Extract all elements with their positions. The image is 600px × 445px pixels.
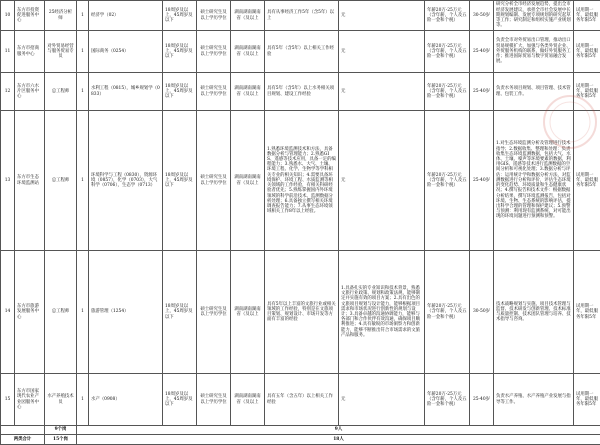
job-duties: 负责水产养殖、水产养殖产业发展与指导等工作。 — [494, 374, 574, 426]
job-duties: 技术战略规划与实施、项目技术管理与监督、技术研发与创新管理、技术标准与质量控制、技术团队管理与培养、技术指导与咨询。 — [494, 251, 574, 374]
table-row — [1, 251, 600, 374]
table-row — [1, 111, 600, 251]
service-period: 试用期一年，最低服务年限5年 — [574, 31, 600, 73]
major-requirement: 水产（0908） — [89, 374, 163, 426]
row-number: 10 — [1, 1, 15, 31]
position-name: 对外贸易经营与服务贸易专员 — [45, 31, 77, 73]
household-requirement: 湖南湖南湖南省（及以上 — [231, 73, 265, 111]
service-period: 试用期一年，最低服务年限5年 — [574, 73, 600, 111]
employer-name: 东方市生态环境监测站 — [15, 111, 45, 251]
salary: 年薪20万-25万元（含年薪，个人及五险一金和个税） — [425, 1, 470, 31]
other-requirement: 无 — [339, 31, 425, 73]
household-requirement: 湖南湖南湖南省（及以上 — [231, 374, 265, 426]
service-period: 试用期一年，最低服务年限5年 — [574, 1, 600, 31]
job-duties: 负责全市对外贸易出口管理，推动出口贸易规模扩大，加强与各类外贸企业、外贸服务机构的联系，做好外贸服务工作；推进国际贸易与数字贸易融合发展。 — [494, 31, 574, 73]
employer-name: 东方市国家现代农业产业园服务中心 — [15, 374, 45, 426]
major-requirement: 水利工程（0815），城乡规划学（0833） — [89, 73, 163, 111]
age-range: 25-40岁 — [470, 111, 494, 251]
experience-requirement: 具有5年以上丰富的文旅行业或相关领域的工作经验，特别是在文旅项目策划、规划设计、市场开发等方面有丰富的经验 — [265, 251, 339, 374]
headcount: 1 — [77, 31, 89, 73]
row-number: 12 — [1, 73, 15, 111]
total-people: 18人 — [77, 435, 600, 445]
employer-name: 东方市旅游发展服务中心 — [15, 251, 45, 374]
experience-requirement: 具有从事经济工作5年（含5年）以上 — [265, 1, 339, 31]
household-requirement: 湖南湖南湖南省（及以上 — [231, 251, 265, 374]
age-range: 25-40岁 — [470, 73, 494, 111]
employer-name: 东方市投资促进服务中心 — [15, 1, 45, 31]
age-range: 25-40岁 — [470, 374, 494, 426]
position-name: 总工程师 — [45, 251, 77, 374]
position-name: 水产养殖技术员 — [45, 374, 77, 426]
headcount: 1 — [77, 1, 89, 31]
major-requirement: 国际商务（0254） — [89, 31, 163, 73]
headcount: 1 — [77, 374, 89, 426]
experience-requirement: 1.熟悉环境监测技术和方法，具备数据分析与管理能力；2.熟悉GIS、遥感等技术应用，具备一定的编程能力；3.熟悉水、大气、土壤、环境工程、化学、生物学等学科相关专业的相关知识；4.需要具备环境保护、环境工程、水质监测等相关领域的工作经验，有相关科研经验者优先；5.熟练掌握国内外环境领域的科学前沿技术、监测数据分析处理；6.具备独立撰写相关环境调查报告能力；7.从事生态环境领域相关工作8年以上经验。 — [265, 111, 339, 251]
education-requirement: 硕士研究生及以上学历学位 — [197, 374, 231, 426]
service-period: 试用期一年，最低服务年限5年 — [574, 251, 600, 374]
education-requirement: 硕士研究生及以上学历学位 — [197, 1, 231, 31]
position-name: 25经济分析师 — [45, 1, 77, 31]
education-requirement: 硕士研究生及以上学历学位 — [197, 31, 231, 73]
age-requirement: 18周岁及以上，45周岁及以下 — [163, 73, 197, 111]
age-requirement: 18周岁及以上，45周岁及以下 — [163, 111, 197, 251]
other-requirement: 无 — [339, 73, 425, 111]
age-range: 30-50岁 — [470, 251, 494, 374]
table-row — [1, 31, 600, 73]
position-name: 总工程师 — [45, 73, 77, 111]
employer-name: 东方市招商服务中心 — [15, 31, 45, 73]
household-requirement: 湖南湖南湖南省（及以上 — [231, 111, 265, 251]
table-row — [1, 73, 600, 111]
table-row — [1, 374, 600, 426]
total-row — [1, 435, 600, 445]
total-label: 两类合计 — [1, 435, 45, 445]
service-period: 试用期一年，最低服务年限5年 — [574, 111, 600, 251]
subtotal-people: 9人 — [77, 426, 600, 435]
age-range: 25-40岁 — [470, 31, 494, 73]
other-requirement: 无 — [339, 1, 425, 31]
row-number: 11 — [1, 31, 15, 73]
major-requirement: 旅游管理（1254） — [89, 251, 163, 374]
service-period: 试用期一年，最低服务年限5年 — [574, 374, 600, 426]
subtotal-positions: 9个岗 — [45, 426, 77, 435]
household-requirement: 湖南湖南湖南省（及以上 — [231, 31, 265, 73]
headcount: 1 — [77, 251, 89, 374]
table-body — [1, 1, 600, 445]
age-requirement: 18周岁及以上，45周岁及以下 — [163, 251, 197, 374]
salary: 年薪20万-25万元（含年薪，个人及五险一金和个税） — [425, 251, 470, 374]
experience-requirement: 具有5年（含5年）以上水务相关项目规划、建设工作经验 — [265, 73, 339, 111]
other-requirement: 1.具备扎实的专业知识和技术背景，熟悉文旅行业政策、规划和政策法规，能够制定并实施有效的项目方案；2.具有出色的文旅项目规划与设计能力，能够根据项目需求和市场状况进行创新性的规划与设计；3.具备卓越的沟通协调能力，能够与各部门和合作伙伴有效沟通，确保项目顺利推进；4.具有敏锐的市场洞察力和创新能力，能够不断推出符合市场需求的文旅产品和服务。 — [339, 251, 425, 374]
row-number: 14 — [1, 251, 15, 374]
age-requirement: 18周岁及以上，45周岁及以下 — [163, 1, 197, 31]
employer-name: 东方市六水片区服务中心 — [15, 73, 45, 111]
job-duties: 研究分析全市经济发展趋势，提出全市经济发展建议，承担全市社会发展中长期规划编制、发展专项规划的研究起草等工作；研究制定和组织实施产业规划等。 — [494, 1, 574, 31]
education-requirement: 硕士研究生及以上学历学位 — [197, 111, 231, 251]
education-requirement: 硕士研究生及以上学历学位 — [197, 251, 231, 374]
table-row — [1, 1, 600, 31]
age-requirement: 18周岁及以上，45周岁及以下 — [163, 374, 197, 426]
salary: 年薪20万-25万元（含年薪，个人及五险一金和个税） — [425, 31, 470, 73]
total-positions: 15个岗 — [45, 435, 77, 445]
position-name: 总工程师 — [45, 111, 77, 251]
salary: 年薪20万-25万元（含年薪，个人及五险一金和个税） — [425, 374, 470, 426]
job-duties: 1.对生态环境监测分析及管理进行技术指导；2.数据收集、整理和处理：负责收集生态环境监测数据，包括大气、水体、土壤、噪声等环境要素的数据，利用GIS、遥感等技术进行监测数据的空间分析和可视化处理；3.数据分析与评估：运用统计学和数据分析方法，对监测数据进行分析和评价，评估生态环境的变化趋势、环境质量和生态健康状况；4.撰写报告和技术文件：根据数据分析结果，撰写环境监测报告，包括对环境、生物、生态系统的影响评估，提出科学合理的管理和保护建议；5.预警与预测：利用现有监测系统，对可能出现的环境问题进行预测和预警。 — [494, 111, 574, 251]
experience-requirement: 具有5年（含5年）以上相关工作经验 — [265, 31, 339, 73]
education-requirement: 硕士研究生及以上学历学位 — [197, 73, 231, 111]
age-range: 30-50岁 — [470, 1, 494, 31]
major-requirement: 经济学（02） — [89, 1, 163, 31]
age-requirement: 18周岁及以上，45周岁及以下 — [163, 31, 197, 73]
subtotal-row — [1, 426, 600, 435]
household-requirement: 湖南湖南湖南省（及以上 — [231, 1, 265, 31]
job-duties: 负责水务项目规划、项目管理、技术管理、包装工作。 — [494, 73, 574, 111]
row-number: 15 — [1, 374, 15, 426]
headcount: 1 — [77, 111, 89, 251]
row-number: 13 — [1, 111, 15, 251]
salary: 年薪20万-25万元（含年薪，个人及五险一金和个税） — [425, 111, 470, 251]
headcount: 1 — [77, 73, 89, 111]
other-requirement: 无 — [339, 374, 425, 426]
experience-requirement: 具有五年（含五年）以上相关工作经验 — [265, 374, 339, 426]
salary: 年薪20万-25万元（含年薪，个人及五险一金和个税） — [425, 73, 470, 111]
major-requirement: 环境科学与工程（0830），资源环境（0857），化学（0703），大气科学（0706），生态学（0713） — [89, 111, 163, 251]
other-requirement: 无 — [339, 111, 425, 251]
